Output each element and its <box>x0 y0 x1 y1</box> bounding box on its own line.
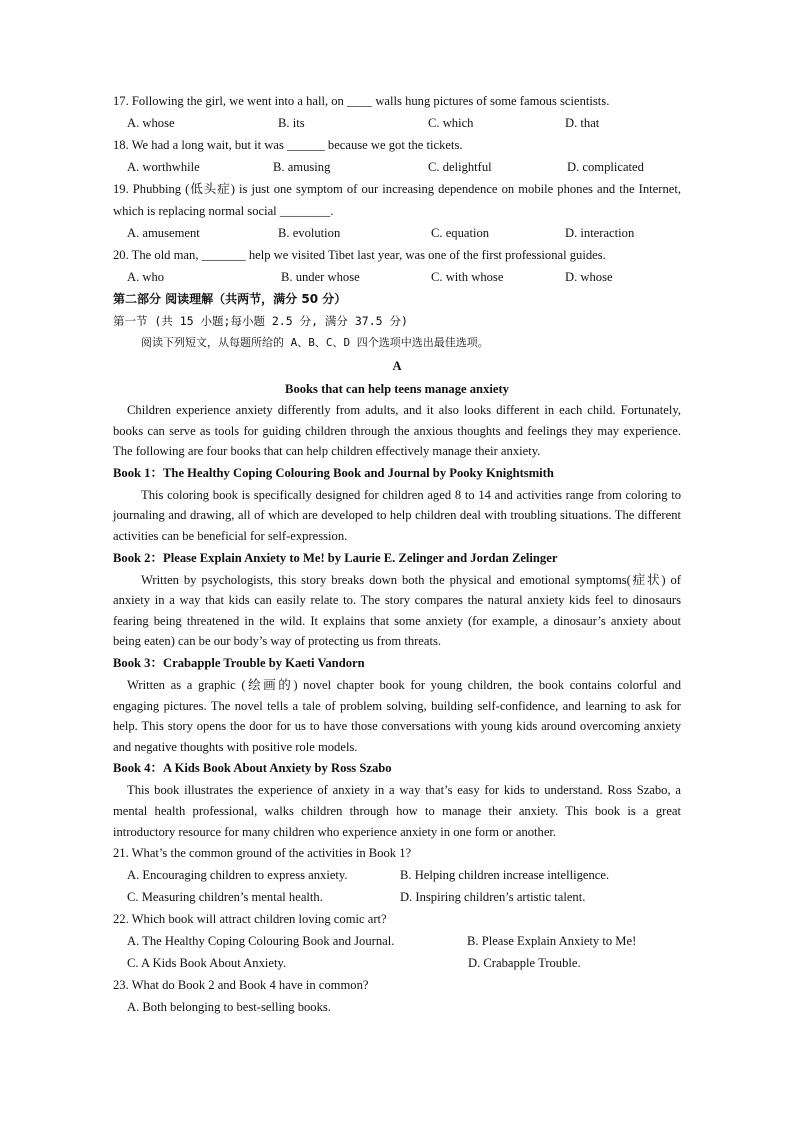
option-d: D. complicated <box>567 160 644 174</box>
option-a: A. Encouraging children to express anxiety. <box>127 868 348 883</box>
option-a: A. The Healthy Coping Colouring Book and Journal. <box>127 934 395 949</box>
option-d: D. interaction <box>565 226 635 240</box>
passage-intro: Children experience anxiety differently from adults, and it also looks different in each child. Fortunately, books can serve as tools for guiding children through the anxious thoughts and feelings they may experience. The following are four books that can help children effectively manage their anxiety. <box>113 403 681 459</box>
option-a: A. whose <box>127 116 175 130</box>
option-c: C. equation <box>431 226 490 240</box>
book-3-text: Written as a graphic (绘画的) novel chapter book for young children, the book contains colorful and engaging pictures. The novel tells a tale of problem solving, building self-confidence, and learning to ask for help. This story opens the door for us to have those conversations with young kids around overcoming anxiety and negative thoughts with positive role models. <box>113 677 681 754</box>
question-19-options <box>113 222 681 244</box>
option-d: D. whose <box>565 270 613 284</box>
question-23-stem: 23. What do Book 2 and Book 4 have in common? <box>113 978 369 993</box>
option-c: C. Measuring children’s mental health. <box>127 890 323 905</box>
option-d: D. that <box>565 116 600 130</box>
option-c: C. delightful <box>428 160 492 174</box>
option-b: B. amusing <box>273 160 331 174</box>
question-18-stem: 18. We had a long wait, but it was ______ because we got the tickets. <box>113 138 463 152</box>
option-b: B. its <box>278 116 305 130</box>
book-2-text: Written by psychologists, this story breaks down both the physical and emotional symptoms(症状) of anxiety in a way that kids can easily relate to. The story compares the natural anxiety kids feel to dinosaurs fearing being threatened in the wild. It explains that some anxiety (for example, a dinosaur’s anxiety about being eaten) can be our body’s way of protecting us from threats. <box>113 572 681 649</box>
reading-instruction: 阅读下列短文，从每题所给的 A、B、C、D 四个选项中选出最佳选项。 <box>141 336 489 349</box>
question-23-options <box>113 996 681 1018</box>
option-c: C. which <box>428 116 474 130</box>
book-2-heading: Book 2：Please Explain Anxiety to Me! by Laurie E. Zelinger and Jordan Zelinger <box>113 550 558 565</box>
question-17-options <box>113 112 681 134</box>
question-21-options-row1 <box>113 864 681 886</box>
question-18-options <box>113 156 681 178</box>
book-4-heading: Book 4：A Kids Book About Anxiety by Ross Szabo <box>113 761 392 776</box>
question-20-options <box>113 266 681 288</box>
question-21-options-row2 <box>113 886 681 908</box>
question-22-options-row1 <box>113 930 681 952</box>
option-a: A. amusement <box>127 226 200 240</box>
option-b: B. Please Explain Anxiety to Me! <box>467 934 637 949</box>
option-c: C. A Kids Book About Anxiety. <box>127 956 287 971</box>
part-2-heading: 第二部分 阅读理解（共两节，满分 50 分） <box>113 292 347 306</box>
option-d: D. Crabapple Trouble. <box>468 956 581 971</box>
question-22-options-row2 <box>113 952 681 974</box>
exam-page <box>113 90 681 1018</box>
option-c: C. with whose <box>431 270 504 284</box>
question-19-stem: 19. Phubbing (低头症) is just one symptom of our increasing dependence on mobile phones and the Internet, which is replacing normal social ________. <box>113 182 681 218</box>
book-1-text: This coloring book is specifically designed for children aged 8 to 14 and activities range from coloring to journaling and drawing, all of which are developed to help children deal with troubling situations. The different activities can be beneficial for self-expression. <box>113 487 681 543</box>
question-20-stem: 20. The old man, _______ help we visited Tibet last year, was one of the first professional guides. <box>113 248 606 262</box>
book-3-heading: Book 3：Crabapple Trouble by Kaeti Vandorn <box>113 655 365 670</box>
book-1-heading: Book 1：The Healthy Coping Colouring Book and Journal by Pooky Knightsmith <box>113 465 554 480</box>
option-d: D. Inspiring children’s artistic talent. <box>400 890 586 905</box>
section-1-heading: 第一节 (共 15 小题;每小题 2.5 分, 满分 37.5 分) <box>113 314 408 328</box>
option-b: B. Helping children increase intelligence. <box>400 868 610 883</box>
passage-title: Books that can help teens manage anxiety <box>285 382 509 396</box>
option-a: A. worthwhile <box>127 160 200 174</box>
option-b: B. evolution <box>278 226 341 240</box>
option-a: A. who <box>127 270 165 284</box>
option-b: B. under whose <box>281 270 360 284</box>
passage-letter: A <box>392 359 402 373</box>
question-22-stem: 22. Which book will attract children loving comic art? <box>113 912 387 927</box>
book-4-text: This book illustrates the experience of anxiety in a way that’s easy for kids to understand. Ross Szabo, a mental health professional, walks children through how to manage their anxiety. This book is a great introductory resource for many children who experience anxiety in one form or another. <box>113 783 681 839</box>
question-17-stem: 17. Following the girl, we went into a hall, on ____ walls hung pictures of some famous scientists. <box>113 94 610 108</box>
option-a: A. Both belonging to best-selling books. <box>127 1000 331 1015</box>
question-21-stem: 21. What’s the common ground of the activities in Book 1? <box>113 846 412 861</box>
